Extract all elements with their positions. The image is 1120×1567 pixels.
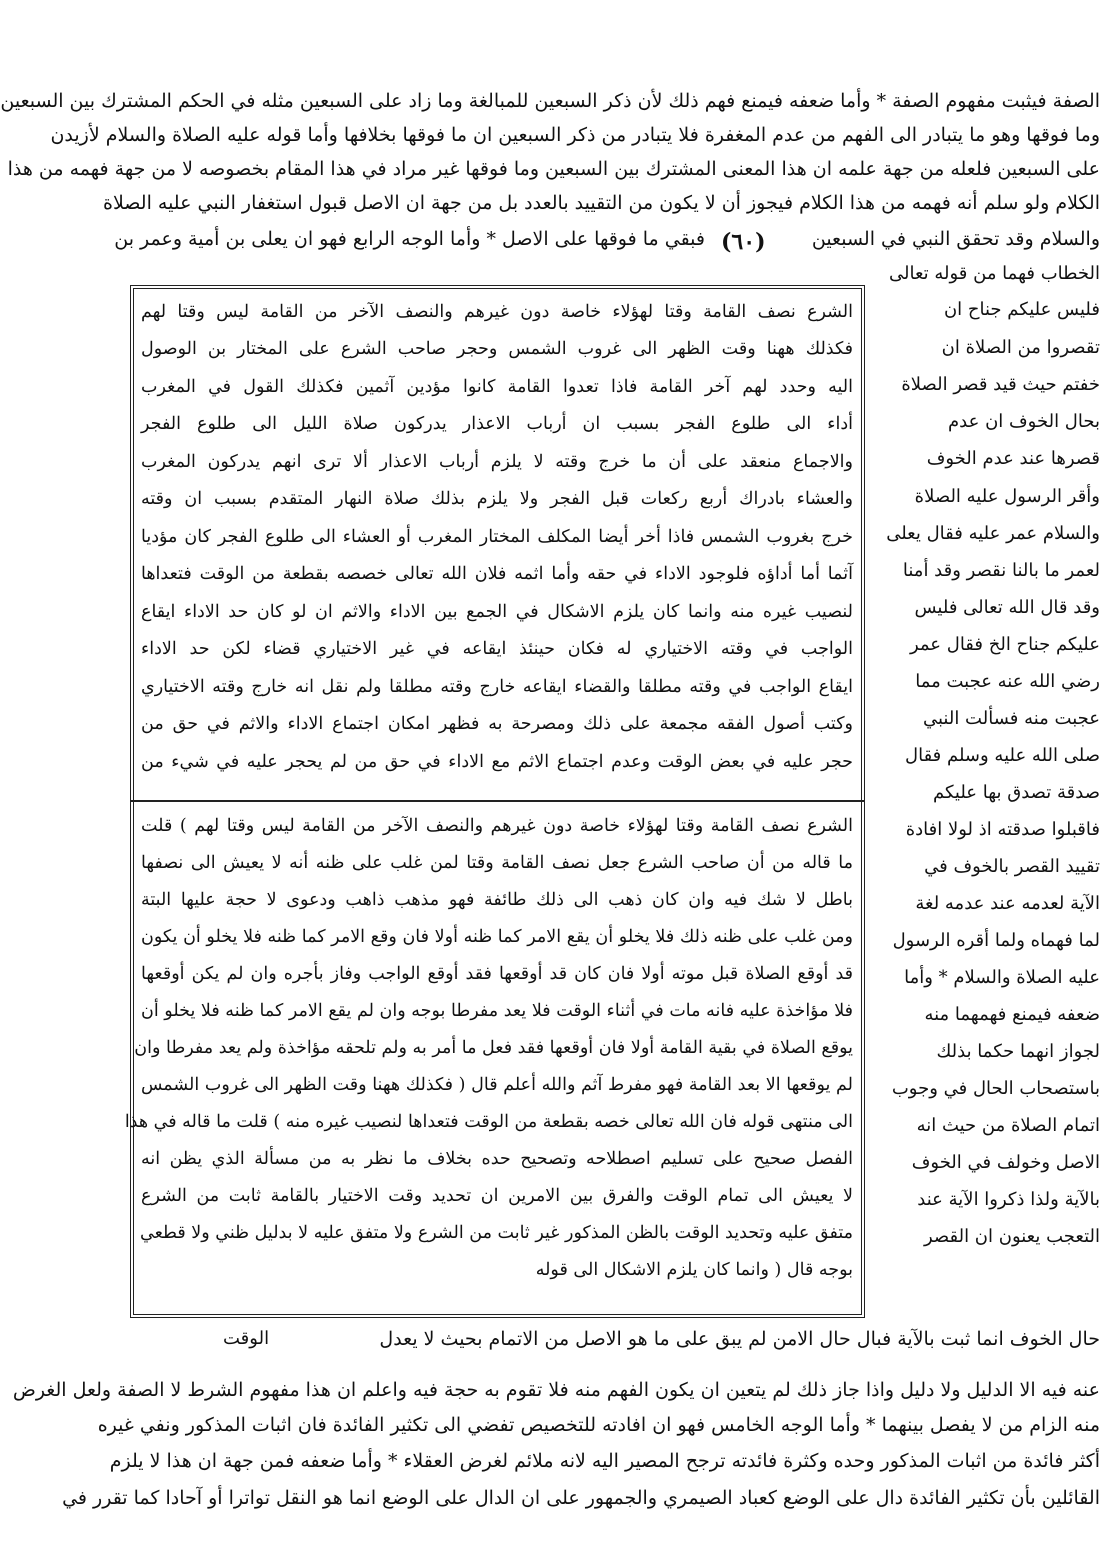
margin-line: لجواز انهما حكما بذلك	[936, 1041, 1100, 1062]
header-line: والسلام وقد تحقق النبي في السبعين	[811, 228, 1100, 250]
footer-line: أكثر فائدة من اثبات المذكور وحده وكثرة فائدته ترجح المصير اليه لانه ملائم لغرض العقلاء * وأما ضعفه فمن جهة ان هذا لا يلزم	[109, 1450, 1100, 1472]
margin-line: صدقة تصدق بها عليكم	[932, 782, 1100, 803]
margin-line: بالآية ولذا ذكروا الآية عند	[917, 1189, 1100, 1210]
main-line: يوقع الصلاة في بقية القامة أولا فان أوقعها فقد فعل ما أمر به ولم تلحقه مؤاخذة ولم يعد مفرطا وان	[134, 1038, 853, 1058]
main-line: وكتب أصول الفقه مجمعة على ذلك ومصرحة به فظهر امكان اجتماع الاداء والاثم في حق من	[141, 714, 853, 734]
footer-line: القائلين بأن تكثير الفائدة دال على الوضع كعباد الصيمري والجمهور على ان الدال على الوضع انما هو النقل تواترا أو آحادا كما تقرر في	[62, 1487, 1100, 1509]
margin-line: لعمر ما بالنا نقصر وقد أمنا	[902, 560, 1100, 581]
main-line: اليه وحدد لهم آخر القامة فاذا تعدوا القامة كانوا مؤدين آثمين فكذلك القول في المغرب	[141, 377, 853, 397]
header-line: وما فوقها وهو ما يتبادر الى الفهم من عدم المغفرة فلا يتبادر من ذكر السبعين ان ما فوقها بخلافها وأما قوله عليه الصلاة والسلام لأزيدن	[50, 124, 1100, 146]
footer-line: حال الخوف انما ثبت بالآية فبال حال الامن لم يبق على ما هو الاصل من الاتمام بحيث لا يعدل	[379, 1328, 1100, 1350]
footer-line: منه الزام من لا يفصل بينهما * وأما الوجه الخامس فهو ان افادته للتخصيص تفضي الى تكثير الفائدة فان اثبات المذكور ونفي غيره	[97, 1414, 1100, 1436]
margin-line: صلى الله عليه وسلم فقال	[905, 745, 1100, 766]
main-line: باطل لا شك فيه وان كان ذهب الى ذلك طائفة فهو مذهب ذاهب ودعوى لا حجة عليها البتة	[141, 890, 853, 910]
margin-line: لما فهماه ولما أقره الرسول	[892, 930, 1100, 951]
main-line: قد أوقع الصلاة قبل موته أولا فان كان قد أوقعها فقد أوقع الواجب وفاز بأجره وان لم يكن أوقعها	[141, 964, 853, 984]
main-line: الى منتهى قوله فان الله تعالى خصه بقطعة من الوقت فتعداها لنصيب غيره منه ) قلت ما قاله في هذا	[124, 1112, 853, 1132]
main-line: حجر عليه في بعض الوقت وعدم اجتماع الاثم مع الاداء في حق من لم يحجر عليه في شيء من	[141, 752, 853, 772]
main-line: الشرع نصف القامة وقتا لهؤلاء خاصة دون غيرهم والنصف الآخر من القامة ليس وقتا لهم ) قلت	[141, 816, 853, 836]
margin-line: ضعفه فيمنع فهمهما منه	[924, 1004, 1100, 1025]
main-line: بوجه قال ( وانما كان يلزم الاشكال الى قوله	[535, 1260, 853, 1280]
margin-line: عجبت منه فسألت النبي	[922, 708, 1100, 729]
main-line: فكذلك ههنا وقت الظهر الى غروب الشمس وحجر صاحب الشرع على المختار بن الوصول	[141, 339, 854, 359]
margin-line: عليه الصلاة والسلام * وأما	[904, 967, 1100, 988]
header-line: الصفة فيثبت مفهوم الصفة * وأما ضعفه فيمنع فهم ذلك لأن ذكر السبعين للمبالغة وما زاد على السبعين مثله في الحكم المشترك بين السبعين	[0, 90, 1100, 112]
margin-line: فاقبلوا صدقته اذ لولا افادة	[905, 819, 1100, 840]
main-line: ما قاله من أن صاحب الشرع جعل نصف القامة وقتا لمن غلب على ظنه أنه لا يعيش الى نصفها	[141, 853, 853, 873]
margin-line: وقد قال الله تعالى فليس	[914, 597, 1100, 618]
main-line: ومن غلب على ظنه ذلك فلا يخلو أن يقع الامر كما ظنه أولا فان وقع الامر كما ظنه فلا يخلو أن يكون	[141, 927, 853, 947]
main-line: الفصل صحيح على تسليم اصطلاحه وتصحيح حده بخلاف ما نظر به من مسألة الذي يظن انه	[141, 1149, 853, 1169]
main-line: لم يوقعها الا بعد القامة فهو مفرط آثم والله أعلم قال ( فكذلك ههنا وقت الظهر الى غروب الشمس	[141, 1075, 853, 1095]
margin-line: باستصحاب الحال في وجوب	[891, 1078, 1100, 1099]
main-line: أداء الى طلوع الفجر بسبب ان أرباب الاعذار يدركون صلاة الليل الى طلوع الفجر	[141, 414, 853, 434]
main-line: فلا مؤاخذة عليه فانه مات في أثناء الوقت فلا يعد مفرطا بوجه وان لم يقع الامر كما ظنه فلا يخلو أن	[141, 1001, 853, 1021]
main-line: الواجب في وقته الاختياري له فكان حينئذ ايقاعه في غير الاختياري قضاء لكن حد الاداء	[141, 639, 853, 659]
footer-line: عنه فيه الا الدليل ولا دليل واذا جاز ذلك لم يتعين ان يكون الفهم منه فلا تقوم به حجة فيه واعلم ان هذا مفهوم الشرط لا الصفة ولعل الغرض	[12, 1379, 1100, 1401]
margin-line: تقييد القصر بالخوف في	[924, 856, 1100, 877]
margin-line: بحال الخوف ان عدم	[948, 411, 1100, 432]
margin-line: رضي الله عنه عجبت مما	[915, 671, 1100, 692]
margin-line: اتمام الصلاة من حيث انه	[916, 1115, 1100, 1136]
header-line: الكلام ولو سلم أنه فهمه من هذا الكلام فيجوز أن لا يكون من التقييد بالعدد بل من جهة ان الاصل قبول استغفار النبي عليه الصلاة	[103, 192, 1100, 214]
main-line: والاجماع منعقد على أن ما خرج وقته لا يلزم أرباب الاعذار ألا ترى انهم يدركون المغرب	[141, 452, 853, 472]
header-line: على السبعين فلعله من جهة علمه ان هذا المعنى المشترك بين السبعين وما فوقها غير مراد في هذا المقام بخصوصه لا من جهة فهمه من هذا	[7, 158, 1100, 180]
section-divider	[130, 800, 865, 802]
margin-line: الآية لعدمه عند عدمه لغة	[915, 893, 1100, 914]
margin-line: فليس عليكم جناح ان	[943, 299, 1100, 320]
margin-line: عليكم جناح الخ فقال عمر	[909, 634, 1100, 655]
margin-line: قصرها عند عدم الخوف	[926, 448, 1100, 469]
page-number: (٦٠)	[721, 229, 766, 255]
main-line: لا يعيش الى تمام الوقت والفرق بين الامرين ان تحديد وقت الاختيار بالقامة ثابت من الشرع	[141, 1186, 853, 1206]
main-line: لنصيب غيره منه وانما كان يلزم الاشكال في الجمع بين الاداء والاثم ان لو كان حد الاداء ايقاع	[141, 602, 853, 622]
margin-line: الخطاب فهما من قوله تعالى	[888, 263, 1100, 284]
margin-line: خفتم حيث قيد قصر الصلاة	[901, 374, 1100, 395]
catchword: الوقت	[223, 1328, 270, 1349]
margin-line: تقصروا من الصلاة ان	[941, 337, 1100, 358]
main-line: آثما أما أداؤه فلوجود الاداء في حقه وأما اثمه فلان الله تعالى خصصه بقطعة من الوقت فتعداها	[141, 564, 853, 584]
header-line: فبقي ما فوقها على الاصل * وأما الوجه الرابع فهو ان يعلى بن أمية وعمر بن	[114, 228, 705, 250]
margin-line: التعجب يعنون ان القصر	[923, 1226, 1100, 1247]
margin-line: الاصل وخولف في الخوف	[911, 1152, 1100, 1173]
main-line: متفق عليه وتحديد الوقت بالظن المذكور غير ثابت من الشرع ولا متفق عليه لا بدليل ظني ولا قطعي	[140, 1223, 853, 1243]
main-line: ايقاع الواجب في وقته مطلقا والقضاء ايقاعه خارج وقته مطلقا ولم نقل انه خارج وقته الاختياري	[141, 677, 853, 697]
margin-line: وأقر الرسول عليه الصلاة	[914, 486, 1100, 507]
main-line: خرج بغروب الشمس فاذا أخر أيضا المكلف المختار المغرب أو العشاء الى طلوع الفجر كان مؤديا	[141, 527, 853, 547]
main-line: والعشاء بادراك أربع ركعات قبل الفجر ولا يلزم بذلك صلاة النهار المتقدم بسبب ان وقته	[141, 489, 853, 509]
margin-line: والسلام عمر عليه فقال يعلى	[886, 523, 1100, 544]
main-line: الشرع نصف القامة وقتا لهؤلاء خاصة دون غيرهم والنصف الآخر من القامة ليس وقتا لهم	[141, 302, 853, 322]
